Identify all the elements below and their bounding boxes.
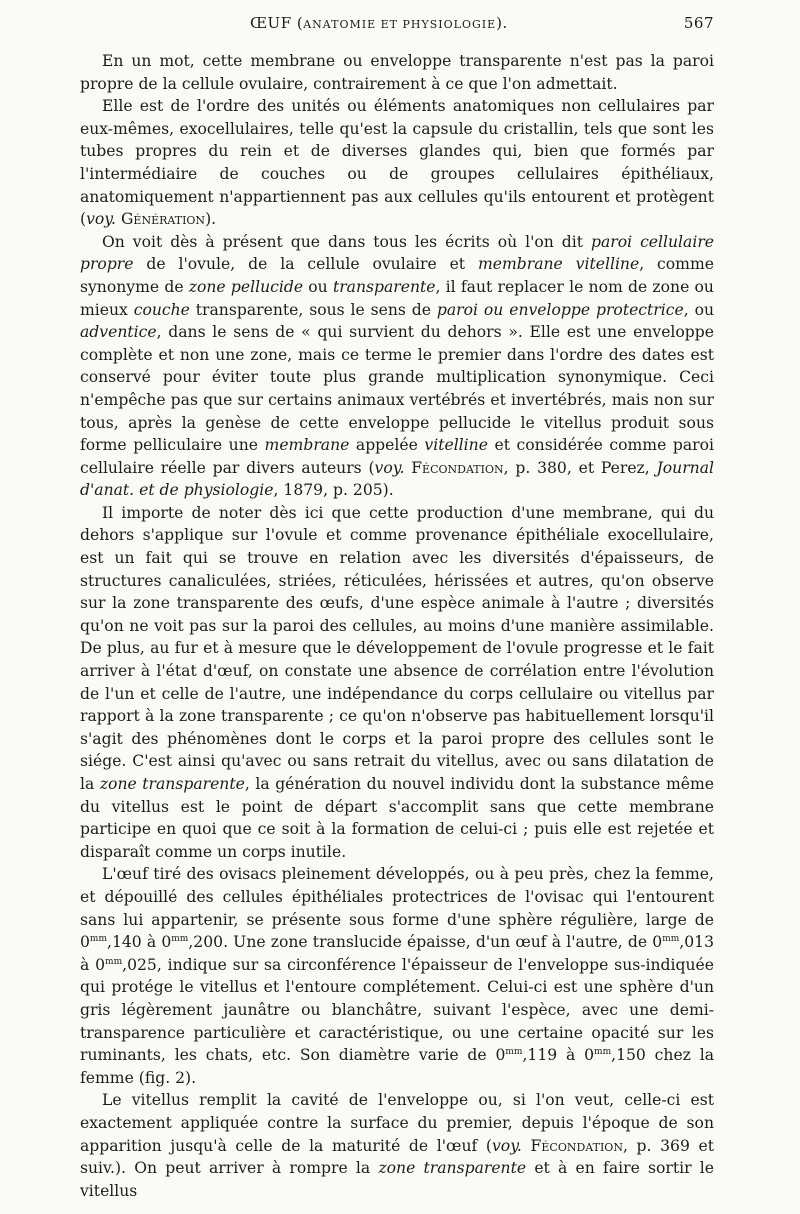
text-run: transparente, sous le sens de xyxy=(189,300,437,319)
superscript-unit: mm xyxy=(89,934,107,945)
text-run: , ou xyxy=(683,300,714,319)
text-run: ,119 à 0 xyxy=(522,1046,595,1065)
italic-text: zone transparente xyxy=(99,775,245,793)
italic-text: couche xyxy=(133,300,190,319)
superscript-unit: mm xyxy=(505,1047,523,1058)
text-run: L'œuf tiré des ovisacs pleinement développés, ou à peu près, chez la femme, et dépouillé des cellules épithéliales protectrices de l'ovisac qui l'entourent sans lui appartenir, se présente sous forme d'une sphère régulière, large de 0 xyxy=(80,865,714,952)
italic-text: vitelline xyxy=(424,436,488,455)
text-run: , la génération du nouvel individu dont la substance même du vitellus est le point de départ s'accomplit sans que cette membrane participe en quoi que ce soit à la formation de celui-ci ; puis elle est rejetée et disparaît comme un corps inutile. xyxy=(80,775,714,861)
italic-text: zone pellucide xyxy=(188,277,304,296)
superscript-unit: mm xyxy=(594,1047,612,1058)
italic-text: membrane xyxy=(264,436,350,455)
text-run: Il importe de noter dès ici que cette production d'une membrane, qui du dehors s'applique sur l'ovule et comme provenance épithéliale exocellulaire, est un fait qui se trouve en relation avec les diversités d'épaisseurs, de structures canaliculées, striées, réticulées, hérissées et autres, qu'on observe sur la zone transparente des œufs, d'une espèce animale à l'autre ; diversités qu'on ne voit pas sur la paroi des cellules, au moins d'une manière assimilable. De plus, au fur et à mesure que le développement de l'ovule progresse et le fait arriver à l'état d'œuf, on constate une absence de corrélation entre l'évolution de l'un et celle de l'autre, une indépendance du corps cellulaire ou vitellus par rapport à la zone transparente ; ce qu'on n'observe pas habituellement lorsqu'il s'agit des phénomènes dont le corps et la paroi propre des cellules sont le siége. C'est ainsi qu'avec ou sans retrait du vitellus, avec ou sans dilatation de la xyxy=(80,503,714,793)
text-run: , comme synonyme de xyxy=(80,255,714,296)
paragraph xyxy=(80,95,714,231)
text-run: Elle est de l'ordre des unités ou éléments anatomiques non cellulaires par eux-mêmes, exocellulaires, telle qu'est la capsule du cristallin, tels que sont les tubes propres du rein et de diverses glandes qui, bien que formés par l'intermédiaire de couches ou de groupes cellulaires épithéliaux, anatomiquement n'appartiennent pas aux cellules qu'ils entourent et protègent ( xyxy=(80,97,714,229)
superscript-unit: mm xyxy=(662,934,680,945)
italic-text: membrane vitelline xyxy=(477,255,640,274)
text-run: ,025, indique sur sa circonférence l'épaisseur de l'enveloppe sus-indiquée qui protége le vitellus et l'entoure complétement. Celui-ci est une sphère d'un gris légèrement jaunâtre ou blanchâtre, suivant l'espèce, avec une demi-transparence particulière et caractéristique, ou une certaine opacité sur les ruminants, les chats, etc. Son diamètre varie de 0 xyxy=(80,955,714,1065)
text-run xyxy=(522,1137,531,1155)
italic-text: voy. xyxy=(492,1136,522,1155)
italic-text: paroi cellulaire propre xyxy=(80,232,714,274)
running-head-title-main: ŒUF ( xyxy=(250,14,304,32)
italic-text: zone transparente xyxy=(378,1159,527,1178)
text-run: , p. 380, et Perez, xyxy=(503,458,657,477)
text-run: Le vitellus remplit la cavité de l'enveloppe ou, si l'on veut, celle-ci est exactement appliquée contre la surface du premier, depuis l'époque de son apparition jusqu'à celle de la maturité de l'œuf ( xyxy=(80,1091,714,1155)
text-run: ou xyxy=(303,277,333,296)
text-run: ,200. Une zone translucide épaisse, d'un œuf à l'autre, de 0 xyxy=(188,933,663,952)
italic-text: transparente xyxy=(332,277,436,296)
page-number: 567 xyxy=(683,14,714,32)
paragraph xyxy=(80,231,714,502)
text-run: , p. 369 et suiv.). On peut arriver à rompre la xyxy=(80,1136,714,1178)
text-run: , il faut replacer le nom de zone ou mieux xyxy=(80,277,714,319)
text-run: On voit dès à présent que dans tous les écrits où l'on dit xyxy=(102,232,591,251)
text-run: de l'ovule, de la cellule ovulaire et xyxy=(133,255,478,274)
italic-text: voy. xyxy=(86,210,116,229)
small-caps-text: Fécondation xyxy=(411,458,504,477)
paragraph xyxy=(80,502,714,864)
text-run: , dans le sens de « qui survient du dehors ». Elle est une enveloppe complète et non une zone, mais ce terme le premier dans l'ordre des dates est conservé pour éviter toute plus grande multiplication synonymique. Ceci n'empêche pas que sur certains animaux vertébrés et invertébrés, mais non sur tous, après la genèse de cette enveloppe pellucide le vitellus produit sous forme pelliculaire une xyxy=(80,323,714,455)
paragraph xyxy=(80,50,714,95)
small-caps-text: Fécondation xyxy=(530,1136,623,1155)
text-run: ,140 à 0 xyxy=(107,933,172,952)
text-run: appelée xyxy=(349,436,425,455)
text-run: ). xyxy=(205,210,217,229)
paragraph xyxy=(80,1089,714,1202)
paragraph xyxy=(80,863,714,1089)
small-caps-text: Génération xyxy=(120,210,206,229)
italic-text: paroi ou enveloppe protectrice xyxy=(436,300,684,319)
text-run: , 1879, p. 205). xyxy=(273,481,394,500)
italic-text: adventice xyxy=(80,323,157,342)
running-head-title-end: ). xyxy=(496,14,508,32)
body-text xyxy=(80,50,714,1202)
superscript-unit: mm xyxy=(171,934,189,945)
text-run: et à en faire sortir le vitellus xyxy=(80,1159,715,1200)
italic-text: voy. xyxy=(374,458,405,477)
text-run: ,013 à 0 xyxy=(80,933,714,974)
text-run: En un mot, cette membrane ou enveloppe transparente n'est pas la paroi propre de la cellule ovulaire, contrairement à ce que l'on admettait. xyxy=(80,52,714,93)
italic-text: Journal d'anat. et de physiologie xyxy=(80,458,714,500)
text-run: et considérée comme paroi cellulaire réelle par divers auteurs ( xyxy=(80,436,714,477)
superscript-unit: mm xyxy=(105,956,123,967)
running-head-title-caps: ANATOMIE ET PHYSIOLOGIE xyxy=(303,18,497,31)
running-head xyxy=(80,14,714,40)
running-head-title xyxy=(250,14,508,32)
text-run: ,150 chez la femme (fig. 2). xyxy=(80,1046,714,1087)
